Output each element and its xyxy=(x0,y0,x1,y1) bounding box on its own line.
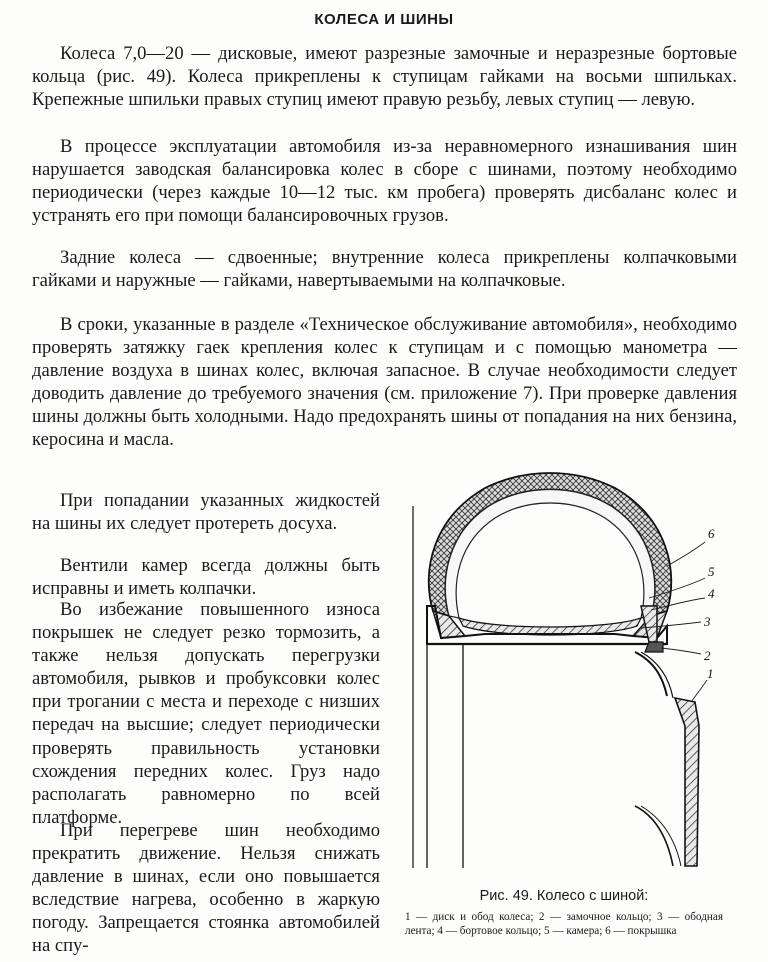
section-title: КОЛЕСА И ШИНЫ xyxy=(314,11,454,28)
label-2: 2 xyxy=(704,648,711,663)
paragraph-wheels: Колеса 7,0—20 — дисковые, имеют разрезные замочные и неразрезные бортовые кольца (рис. 49). Колеса прикреплены к ступицам гайками на восьми шпильках. Крепежные шпильки правых ступиц имеют правую резьбу, левых ступиц — левую. xyxy=(32,43,737,111)
label-1: 1 xyxy=(707,666,714,681)
paragraph-wear: Во избежание повышенного износа покрышек не следует резко тормозить, а также нельзя допускать перегрузки автомобиля, рывков и пробуксовки колес при трогании с места и переходе с низших передач на высшие; следует периодически проверять правильность установки схождения передних колес. Груз надо располагать равномерно по всей платформе. xyxy=(32,599,380,828)
paragraph-rear-wheels: Задние колеса — сдвоенные; внутренние колеса прикреплены колпачковыми гайками и наружные — гайками, навертываемыми на колпачковые. xyxy=(32,247,737,292)
figure-caption: Рис. 49. Колесо с шиной: xyxy=(479,888,649,904)
wheel-diagram xyxy=(405,466,723,876)
paragraph-overheat: При перегреве шин необходимо прекратить движение. Нельзя снижать давление в шинах, если оно повышается вследствие нагрева, особенно в жаркую погоду. Запрещается стоянка автомобилей на спу- xyxy=(32,820,380,957)
label-6: 6 xyxy=(708,526,715,541)
leader-6 xyxy=(667,542,705,566)
leader-2 xyxy=(661,648,701,654)
label-5: 5 xyxy=(708,564,715,579)
rim-tape xyxy=(459,618,641,635)
paragraph-liquids: При попадании указанных жидкостей на шины их следует протереть досуха. xyxy=(32,490,380,535)
paragraph-balancing: В процессе эксплуатации автомобиля из-за неравномерного изнашивания шин нарушается заводская балансировка колес в сборе с шинами, поэтому необходимо периодически (через каждые 10—12 тыс. км пробега) проверять дисбаланс колес и устранять его при помощи балансировочных грузов. xyxy=(32,136,737,227)
wheel-disc xyxy=(675,698,699,866)
leader-1 xyxy=(691,680,707,702)
paragraph-valves: Вентили камер всегда должны быть исправны и иметь колпачки. xyxy=(32,555,380,600)
wheel-inner-lines xyxy=(427,644,463,868)
label-4: 4 xyxy=(708,586,715,601)
label-3: 3 xyxy=(704,614,711,629)
paragraph-inspection: В сроки, указанные в разделе «Техническое обслуживание автомобиля», необходимо проверять затяжку гаек крепления колес к ступицам и с помощью манометра — давление воздуха в шинах колес, включая запасное. В случае необходимости следует доводить давление до требуемого значения (см. приложение 7). При проверке давления шины должны быть холодными. Надо предохранять шины от попадания на них бензина, керосина и масла. xyxy=(32,314,737,451)
figure-legend: 1 — диск и обод колеса; 2 — замочное кольцо; 3 — ободная лента; 4 — бортовое кольцо; 5 — камера; 6 — покрышка xyxy=(405,911,723,937)
